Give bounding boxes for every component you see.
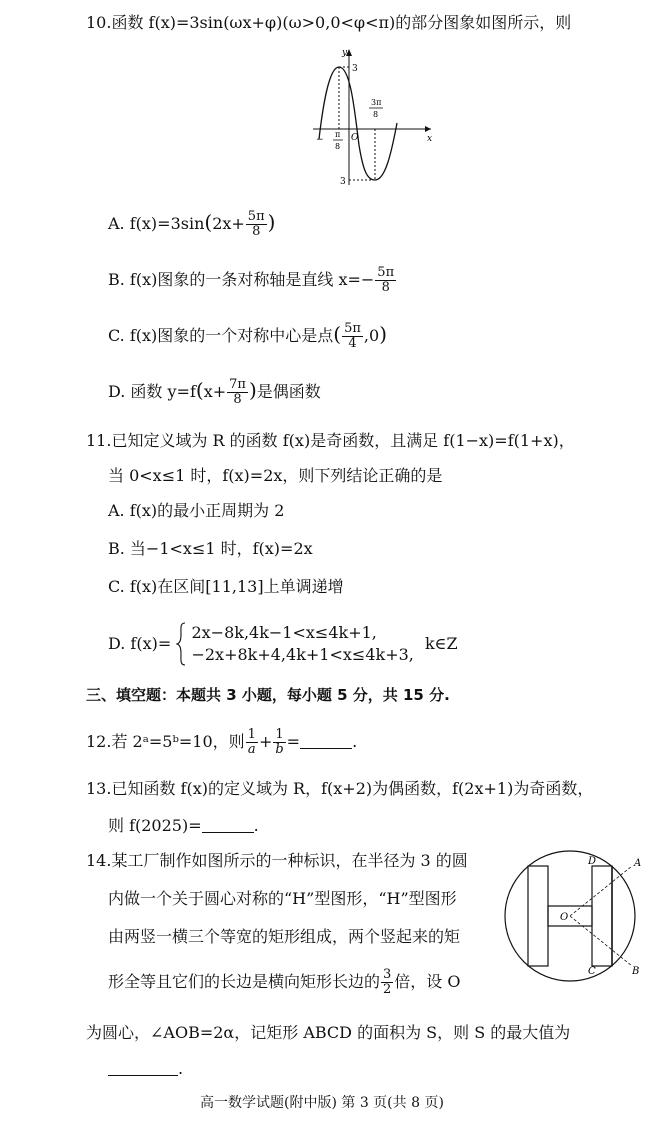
paren-open: (	[204, 210, 213, 234]
q12	[86, 728, 357, 757]
q10-a-frac	[246, 210, 267, 239]
q12-answer-blank[interactable]	[300, 732, 352, 749]
q10-c-frac	[342, 322, 363, 351]
label-D: D	[588, 856, 597, 867]
q10-b-prefix: B. f(x)图象的一条对称轴是直线 x=−	[108, 270, 375, 289]
max-label: 3	[352, 64, 358, 74]
q12-frac-2	[273, 728, 285, 757]
q14-line1-text: 某工厂制作如图所示的一种标识，在半径为 3 的圆	[111, 851, 468, 870]
paren-open: (	[195, 378, 204, 402]
label-A: A	[634, 858, 642, 869]
q10-c-prefix: C. f(x)图象的一个对称中心是点	[108, 326, 334, 345]
frac-num: 5π	[247, 209, 265, 224]
q12-end: .	[352, 732, 358, 751]
q14-line1	[86, 850, 468, 872]
q10-option-d	[108, 378, 321, 407]
frac-num: 1	[247, 727, 256, 742]
frac-den: b	[275, 742, 284, 757]
frac-den: 4	[348, 336, 357, 351]
origin-label: O	[351, 133, 359, 143]
page-footer: 高一数学试题(附中版) 第 3 页(共 8 页)	[200, 1095, 444, 1111]
q13-end: .	[253, 816, 259, 835]
paren-close: )	[248, 378, 257, 402]
x-label: x	[427, 134, 433, 144]
q10-c-suffix: ,0	[363, 326, 380, 345]
q14-line4-suffix: 倍，设 O	[394, 972, 461, 991]
paren-close: )	[267, 210, 276, 234]
q11-d-prefix: D. f(x)=	[108, 634, 172, 653]
q10-option-c	[108, 322, 387, 351]
q11-option-a: A. f(x)的最小正周期为 2	[108, 501, 285, 520]
q13-line2	[108, 815, 259, 837]
frac-den: 8	[381, 280, 390, 295]
q10-d-inner: x+	[203, 382, 227, 401]
q10-a-prefix: A. f(x)=3sin	[108, 214, 205, 233]
q13-line2-prefix: 则 f(2025)=	[108, 816, 202, 835]
paren-close: )	[379, 322, 387, 346]
frac-den: 2	[383, 982, 392, 997]
q12-equals: =	[286, 732, 301, 751]
q14-h-figure	[502, 848, 642, 983]
q14-line2: 内做一个关于圆心对称的“H”型图形，“H”型图形	[108, 889, 457, 908]
left-tick-num: π	[335, 130, 341, 139]
y-label: y	[342, 48, 348, 58]
left-tick-den: 8	[335, 142, 341, 151]
q11-d-suffix: k∈Z	[424, 634, 458, 653]
frac-den: 8	[252, 224, 261, 239]
radius-OA	[570, 866, 632, 916]
frac-den: 8	[233, 392, 242, 407]
frac-num: 5π	[377, 265, 395, 280]
frac-num: 5π	[344, 321, 361, 336]
brace-icon	[176, 622, 186, 666]
q12-plus: +	[258, 732, 273, 751]
x-axis-arrow-icon	[425, 126, 431, 132]
label-O: O	[560, 912, 569, 923]
radius-OB	[570, 916, 632, 966]
right-vertical-rect-ABCD	[592, 866, 612, 966]
left-neg-sign: −	[316, 135, 324, 145]
q14-frac	[381, 968, 393, 997]
q12-frac-1	[246, 728, 258, 757]
section-3-heading: 三、填空题：本题共 3 小题，每小题 5 分，共 15 分.	[86, 686, 450, 704]
q10-d-prefix: D. 函数 y=f	[108, 382, 196, 401]
right-tick-den: 8	[373, 110, 379, 119]
right-tick-num: 3π	[371, 98, 382, 107]
q11-line1	[86, 430, 575, 452]
q11-number: 11.	[86, 431, 112, 450]
q10-a-inner: 2x+	[212, 214, 245, 233]
q13-number: 13.	[86, 779, 112, 798]
q13-line1	[86, 778, 593, 800]
frac-num: 7π	[229, 377, 246, 392]
q12-number: 12.	[86, 732, 112, 751]
q13-line1-text: 已知函数 f(x)的定义域为 R，f(x+2)为偶函数，f(2x+1)为奇函数，	[111, 779, 594, 798]
q14-line4	[108, 968, 461, 997]
q11-line1-text: 已知定义域为 R 的函数 f(x)是奇函数，且满足 f(1−x)=f(1+x)，	[111, 431, 575, 450]
q10-d-frac	[227, 378, 248, 407]
q14-answer-blank[interactable]	[108, 1059, 178, 1076]
q10-option-a	[108, 210, 275, 239]
q11-d-case2: −2x+8k+4,4k+1<x≤4k+3,	[191, 645, 414, 664]
q10-stem-text: 函数 f(x)=3sin(ωx+φ)(ω>0,0<φ<π)的部分图象如图所示，则	[111, 13, 572, 32]
q10-stem	[86, 12, 571, 34]
frac-den: a	[247, 742, 256, 757]
q14-line5: 为圆心，∠AOB=2α，记矩形 ABCD 的面积为 S，则 S 的最大值为	[86, 1023, 571, 1042]
q12-prefix: 若 2ᵃ=5ᵇ=10，则	[111, 732, 245, 751]
q14-line6	[108, 1058, 183, 1080]
q11-option-d	[108, 622, 458, 666]
q14-end: .	[178, 1059, 184, 1078]
q14-number: 14.	[86, 851, 112, 870]
q13-answer-blank[interactable]	[202, 816, 254, 833]
q11-line2: 当 0<x≤1 时，f(x)=2x，则下列结论正确的是	[108, 466, 443, 485]
q10-b-frac	[375, 266, 396, 295]
q10-d-suffix: 是偶函数	[256, 382, 321, 401]
q14-line4-prefix: 形全等且它们的长边是横向矩形长边的	[108, 972, 381, 991]
q11-option-c: C. f(x)在区间[11,13]上单调递增	[108, 577, 344, 596]
q14-line3: 由两竖一横三个等宽的矩形组成，两个竖起来的矩	[108, 927, 461, 946]
q10-option-b	[108, 266, 397, 295]
sine-curve	[319, 67, 397, 180]
q11-option-b: B. 当−1<x≤1 时，f(x)=2x	[108, 539, 313, 558]
label-C: C	[588, 966, 596, 977]
frac-num: 1	[273, 728, 285, 743]
label-B: B	[632, 966, 640, 977]
q11-d-case1: 2x−8k,4k−1<x≤4k+1,	[191, 623, 377, 642]
paren-open: (	[333, 322, 342, 346]
min-label: 3	[340, 177, 346, 187]
left-vertical-rect	[528, 866, 548, 966]
q11-d-cases	[191, 622, 413, 666]
q10-number: 10.	[86, 13, 112, 32]
q10-sine-graph	[305, 45, 435, 190]
frac-num: 3	[383, 967, 392, 982]
